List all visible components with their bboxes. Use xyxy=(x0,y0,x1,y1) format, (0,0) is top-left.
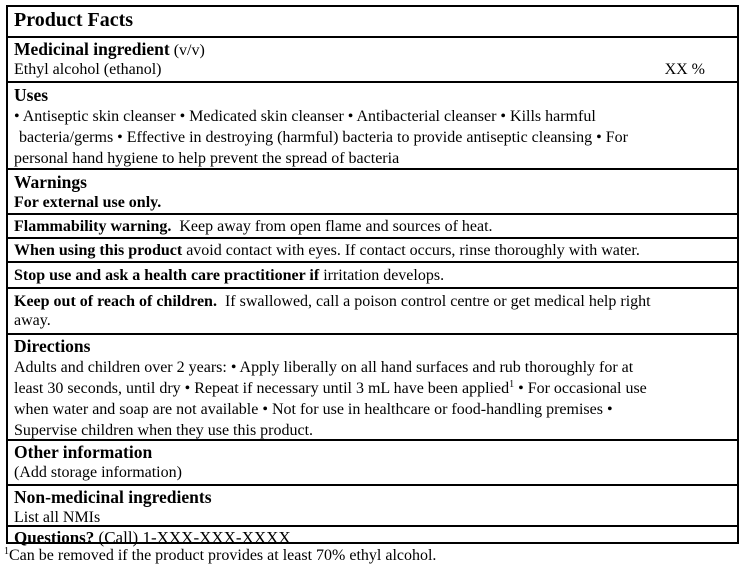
children-text: If swallowed, call a poison control centre or get medical help right xyxy=(224,293,651,310)
children-text-continued: away. xyxy=(14,312,51,329)
directions-line: least 30 seconds, until dry • Repeat if necessary until 3 mL have been applied xyxy=(14,380,510,397)
footnote-number: 1 xyxy=(4,546,9,557)
children-section xyxy=(8,289,737,335)
medicinal-section xyxy=(8,38,737,83)
uses-section xyxy=(8,83,737,170)
product-facts-table xyxy=(6,5,739,547)
directions-section xyxy=(8,335,737,441)
warnings-section xyxy=(8,170,737,215)
stop-use-label: Stop use and ask a health care practitioner if xyxy=(14,267,320,284)
footnote-text: Can be removed if the product provides at least 70% ethyl alcohol. xyxy=(9,547,437,564)
title-section xyxy=(8,7,737,38)
other-info-section xyxy=(8,441,737,486)
medicinal-unit: (v/v) xyxy=(173,42,205,59)
directions-line: • For occasional use xyxy=(514,380,647,397)
nonmedicinal-section xyxy=(8,486,737,527)
medicinal-ingredient: Ethyl alcohol (ethanol) xyxy=(14,61,162,78)
uses-line: bacteria/germs • Effective in destroying (harmful) bacteria to provide antiseptic cleansing • For xyxy=(19,129,628,146)
page-title: Product Facts xyxy=(14,9,134,31)
questions-label: Questions? xyxy=(14,528,95,547)
when-using-text: avoid contact with eyes. If contact occurs, rinse thoroughly with water. xyxy=(186,242,640,259)
directions-line: when water and soap are not available • Not for use in healthcare or food-handling premises • xyxy=(14,401,613,418)
children-label: Keep out of reach of children. xyxy=(14,293,217,310)
medicinal-heading: Medicinal ingredient xyxy=(14,39,170,59)
warnings-heading: Warnings xyxy=(14,172,87,192)
nonmedicinal-heading: Non-medicinal ingredients xyxy=(14,487,212,507)
uses-heading: Uses xyxy=(14,85,49,105)
directions-heading: Directions xyxy=(14,336,91,356)
footnote xyxy=(4,547,436,565)
directions-line: Supervise children when they use this product. xyxy=(14,422,314,439)
questions-phone: (Call) 1-XXX-XXX-XXXX xyxy=(98,528,291,547)
medicinal-amount: XX % xyxy=(664,61,705,78)
footnote-marker: 1 xyxy=(509,379,515,390)
external-use-warning: For external use only. xyxy=(14,194,162,211)
stop-use-section xyxy=(8,263,737,289)
uses-line: personal hand hygiene to help prevent the spread of bacteria xyxy=(14,150,400,167)
nonmedicinal-text: List all NMIs xyxy=(14,509,101,526)
uses-line: • Antiseptic skin cleanser • Medicated skin cleanser • Antibacterial cleanser • Kills harmful xyxy=(14,108,596,125)
other-info-text: (Add storage information) xyxy=(14,464,182,481)
directions-line: Adults and children over 2 years: • Apply liberally on all hand surfaces and rub thoroughly for at xyxy=(14,359,634,376)
flammability-section xyxy=(8,215,737,239)
flammability-text: Keep away from open flame and sources of heat. xyxy=(179,218,493,235)
flammability-label: Flammability warning. xyxy=(14,218,172,235)
when-using-label: When using this product xyxy=(14,242,183,259)
other-info-heading: Other information xyxy=(14,442,153,462)
questions-section xyxy=(8,527,737,547)
stop-use-text: irritation develops. xyxy=(323,267,445,284)
when-using-section xyxy=(8,239,737,263)
